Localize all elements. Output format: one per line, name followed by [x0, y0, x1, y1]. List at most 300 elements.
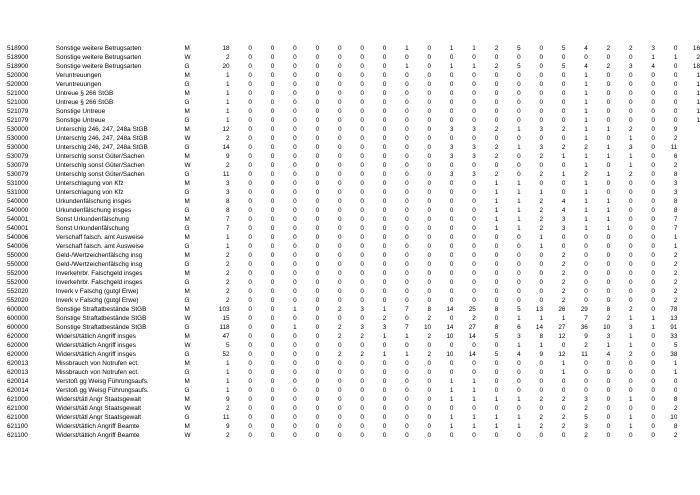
count-cell: 2 — [561, 144, 566, 151]
count-cell: 0 — [651, 432, 655, 439]
count-cell: 0 — [315, 279, 320, 286]
count-cell: 0 — [449, 81, 454, 88]
count-cell: 0 — [651, 144, 655, 151]
count-cell: 0 — [405, 216, 409, 223]
count-cell: 3 — [584, 423, 588, 430]
count-cell: 0 — [629, 198, 633, 205]
count-cell: 11 — [581, 351, 588, 358]
count-cell: 0 — [494, 315, 499, 322]
count-cell: 0 — [472, 72, 476, 79]
count-cell: 1 — [584, 126, 588, 133]
count-cell: 0 — [427, 342, 432, 349]
count-cell: 0 — [427, 387, 432, 394]
table-row — [0, 125, 700, 134]
table-row — [0, 296, 700, 305]
offence-description-cell: Widerst/tätlich Angriff Beamte — [55, 423, 140, 430]
count-cell: 2 — [561, 297, 566, 304]
count-cell: 0 — [427, 126, 432, 133]
count-cell: 0 — [629, 234, 633, 241]
count-cell: 2 — [360, 333, 364, 340]
count-cell: 2 — [472, 315, 476, 322]
count-cell: 0 — [539, 108, 544, 115]
count-cell: 0 — [293, 189, 297, 196]
count-cell: 1 — [494, 198, 499, 205]
count-cell: 0 — [315, 198, 320, 205]
table-row — [0, 89, 700, 98]
count-cell: 0 — [248, 288, 252, 295]
count-cell: 1 — [226, 72, 230, 79]
count-cell: 0 — [293, 207, 297, 214]
count-cell: 0 — [629, 261, 633, 268]
count-cell: 0 — [427, 198, 432, 205]
count-cell: 0 — [337, 414, 342, 421]
count-cell: 0 — [293, 90, 297, 97]
count-cell: 0 — [293, 243, 297, 250]
offence-description-cell: Missbrauch von Notrufen ect. — [55, 360, 139, 367]
count-cell: 0 — [405, 90, 409, 97]
count-cell: 0 — [494, 243, 499, 250]
count-cell: 0 — [606, 234, 611, 241]
count-cell: 0 — [337, 243, 342, 250]
count-cell: 0 — [270, 333, 275, 340]
count-cell: 2 — [226, 162, 230, 169]
count-cell: 0 — [270, 171, 275, 178]
count-cell: 3 — [629, 63, 633, 70]
count-cell: 0 — [517, 117, 521, 124]
count-cell: 2 — [606, 315, 611, 322]
count-cell: 3 — [449, 144, 454, 151]
sex-cell: G — [184, 189, 190, 196]
offence-code-cell: 518900 — [7, 63, 29, 70]
count-cell: 0 — [270, 45, 275, 52]
count-cell: 0 — [517, 162, 521, 169]
count-cell: 0 — [270, 63, 275, 70]
count-cell: 0 — [517, 135, 521, 142]
offence-description-cell: Widerst/tätlich Angriff insges — [55, 333, 136, 340]
count-cell: 1 — [584, 72, 588, 79]
table-row — [0, 44, 700, 53]
count-cell: 0 — [248, 63, 252, 70]
count-cell: 8 — [673, 207, 678, 214]
count-cell: 0 — [561, 99, 566, 106]
count-cell: 0 — [539, 279, 544, 286]
count-cell: 0 — [629, 54, 633, 61]
offence-code-cell: 550000 — [7, 261, 29, 268]
count-cell: 0 — [248, 369, 252, 376]
count-cell: 0 — [539, 432, 544, 439]
count-cell: 0 — [651, 225, 655, 232]
table-row — [0, 134, 700, 143]
offence-code-cell: 540001 — [7, 216, 29, 223]
count-cell: 0 — [382, 126, 387, 133]
count-cell: 0 — [248, 225, 252, 232]
count-cell: 0 — [651, 162, 655, 169]
count-cell: 3 — [472, 153, 476, 160]
count-cell: 0 — [382, 216, 387, 223]
count-cell: 0 — [293, 360, 297, 367]
count-cell: 0 — [651, 189, 655, 196]
count-cell: 0 — [606, 72, 611, 79]
count-cell: 0 — [539, 369, 544, 376]
count-cell: 0 — [405, 423, 409, 430]
count-cell: 0 — [629, 288, 633, 295]
count-cell: 0 — [248, 153, 252, 160]
sex-cell: W — [184, 405, 191, 412]
offence-code-cell: 521000 — [7, 99, 29, 106]
count-cell: 5 — [517, 306, 521, 313]
count-cell: 1 — [517, 144, 521, 151]
count-cell: 0 — [382, 153, 387, 160]
count-cell: 0 — [315, 405, 320, 412]
count-cell: 0 — [427, 405, 432, 412]
count-cell: 0 — [315, 144, 320, 151]
count-cell: 0 — [472, 405, 476, 412]
count-cell: 0 — [360, 72, 364, 79]
count-cell: 0 — [427, 99, 432, 106]
count-cell: 1 — [226, 360, 230, 367]
count-cell: 0 — [337, 45, 342, 52]
count-cell: 0 — [248, 207, 252, 214]
count-cell: 0 — [539, 297, 544, 304]
count-cell: 0 — [360, 270, 364, 277]
count-cell: 0 — [360, 234, 364, 241]
count-cell: 1 — [696, 117, 700, 124]
count-cell: 14 — [535, 324, 544, 331]
count-cell: 0 — [449, 279, 454, 286]
count-cell: 0 — [315, 45, 320, 52]
offence-code-cell: 521000 — [7, 90, 29, 97]
count-cell: 0 — [270, 90, 275, 97]
count-cell: 0 — [405, 81, 409, 88]
count-cell: 0 — [337, 162, 342, 169]
sex-cell: M — [184, 360, 190, 367]
count-cell: 0 — [673, 90, 678, 97]
count-cell: 0 — [337, 288, 342, 295]
sex-cell: M — [184, 180, 190, 187]
count-cell: 0 — [360, 54, 364, 61]
count-cell: 0 — [427, 72, 432, 79]
count-cell: 0 — [427, 432, 432, 439]
count-cell: 3 — [382, 324, 387, 331]
count-cell: 0 — [337, 432, 342, 439]
count-cell: 2 — [494, 63, 499, 70]
count-cell: 1 — [293, 324, 297, 331]
count-cell: 0 — [539, 270, 544, 277]
table-row — [0, 143, 700, 152]
count-cell: 13 — [670, 315, 678, 322]
count-cell: 0 — [561, 72, 566, 79]
sex-cell: M — [184, 306, 190, 313]
count-cell: 10 — [446, 351, 454, 358]
offence-code-cell: 620014 — [7, 378, 29, 385]
count-cell: 0 — [539, 81, 544, 88]
count-cell: 1 — [449, 45, 454, 52]
count-cell: 0 — [293, 198, 297, 205]
offence-description-cell: Geld-/Wertzeichenfälschg insg — [55, 261, 143, 268]
count-cell: 0 — [405, 297, 409, 304]
offence-code-cell: 518900 — [7, 54, 29, 61]
count-cell: 0 — [270, 279, 275, 286]
count-cell: 0 — [337, 234, 342, 241]
count-cell: 1 — [629, 396, 633, 403]
count-cell: 0 — [337, 180, 342, 187]
count-cell: 0 — [360, 153, 364, 160]
count-cell: 0 — [315, 378, 320, 385]
sex-cell: G — [184, 99, 190, 106]
offence-code-cell: 530000 — [7, 144, 29, 151]
count-cell: 0 — [337, 225, 342, 232]
count-cell: 16 — [692, 45, 700, 52]
count-cell: 0 — [606, 378, 611, 385]
count-cell: 0 — [315, 252, 320, 259]
offence-code-cell: 520000 — [7, 81, 29, 88]
count-cell: 0 — [405, 387, 409, 394]
count-cell: 2 — [561, 288, 566, 295]
count-cell: 1 — [472, 378, 476, 385]
count-cell: 0 — [337, 342, 342, 349]
offence-code-cell: 530079 — [7, 171, 29, 178]
sex-cell: M — [184, 270, 190, 277]
count-cell: 0 — [472, 180, 476, 187]
count-cell: 0 — [472, 252, 476, 259]
count-cell: 0 — [673, 45, 678, 52]
count-cell: 1 — [517, 198, 521, 205]
count-cell: 0 — [449, 180, 454, 187]
count-cell: 0 — [449, 207, 454, 214]
sex-cell: M — [184, 216, 190, 223]
count-cell: 0 — [651, 234, 655, 241]
count-cell: 0 — [629, 108, 633, 115]
count-cell: 0 — [315, 207, 320, 214]
count-cell: 1 — [584, 108, 588, 115]
count-cell: 0 — [517, 54, 521, 61]
table-row — [0, 269, 700, 278]
count-cell: 0 — [629, 405, 633, 412]
count-cell: 1 — [494, 396, 499, 403]
count-cell: 1 — [517, 414, 521, 421]
count-cell: 0 — [427, 261, 432, 268]
count-cell: 14 — [468, 333, 476, 340]
count-cell: 1 — [472, 63, 476, 70]
sex-cell: G — [184, 324, 190, 331]
offence-code-cell: 530079 — [7, 162, 29, 169]
count-cell: 0 — [606, 270, 611, 277]
offence-description-cell: Sonstige Straftatbestände StGB — [55, 324, 147, 331]
count-cell: 0 — [248, 54, 252, 61]
offence-code-cell: 621000 — [7, 414, 29, 421]
count-cell: 0 — [651, 216, 655, 223]
count-cell: 0 — [315, 414, 320, 421]
count-cell: 0 — [293, 351, 297, 358]
count-cell: 0 — [449, 225, 454, 232]
count-cell: 1 — [539, 234, 544, 241]
count-cell: 0 — [248, 333, 252, 340]
count-cell: 0 — [337, 387, 342, 394]
count-cell: 0 — [315, 369, 320, 376]
count-cell: 0 — [360, 261, 364, 268]
count-cell: 8 — [673, 198, 678, 205]
count-cell: 1 — [405, 351, 409, 358]
table-row — [0, 71, 700, 80]
count-cell: 0 — [360, 432, 364, 439]
count-cell: 0 — [248, 90, 252, 97]
count-cell: 1 — [651, 54, 655, 61]
count-cell: 0 — [337, 117, 342, 124]
count-cell: 2 — [226, 288, 230, 295]
count-cell: 0 — [382, 225, 387, 232]
count-cell: 0 — [270, 432, 275, 439]
count-cell: 0 — [449, 90, 454, 97]
count-cell: 2 — [539, 198, 544, 205]
count-cell: 0 — [584, 279, 588, 286]
count-cell: 0 — [539, 162, 544, 169]
count-cell: 2 — [561, 396, 566, 403]
count-cell: 0 — [584, 252, 588, 259]
count-cell: 1 — [517, 423, 521, 430]
count-cell: 2 — [539, 423, 544, 430]
count-cell: 0 — [293, 126, 297, 133]
count-cell: 0 — [494, 54, 499, 61]
offence-description-cell: Sonstige weitere Betrugsarten — [55, 54, 142, 61]
sex-cell: M — [184, 234, 190, 241]
count-cell: 0 — [270, 144, 275, 151]
count-cell: 0 — [427, 63, 432, 70]
count-cell: 0 — [270, 207, 275, 214]
count-cell: 0 — [629, 207, 633, 214]
count-cell: 0 — [405, 369, 409, 376]
count-cell: 1 — [226, 81, 230, 88]
count-cell: 0 — [427, 225, 432, 232]
count-cell: 0 — [539, 72, 544, 79]
count-cell: 0 — [248, 405, 252, 412]
count-cell: 0 — [651, 270, 655, 277]
count-cell: 0 — [629, 369, 633, 376]
count-cell: 0 — [293, 252, 297, 259]
count-cell: 1 — [517, 396, 521, 403]
count-cell: 0 — [561, 432, 566, 439]
count-cell: 0 — [405, 99, 409, 106]
count-cell: 2 — [584, 171, 588, 178]
count-cell: 0 — [494, 387, 499, 394]
count-cell: 0 — [315, 189, 320, 196]
count-cell: 9 — [226, 153, 230, 160]
sex-cell: M — [184, 90, 190, 97]
count-cell: 2 — [584, 342, 588, 349]
count-cell: 0 — [427, 252, 432, 259]
count-cell: 0 — [539, 135, 544, 142]
count-cell: 1 — [293, 306, 297, 313]
count-cell: 0 — [651, 135, 655, 142]
count-cell: 1 — [561, 171, 566, 178]
count-cell: 1 — [629, 153, 633, 160]
count-cell: 0 — [315, 54, 320, 61]
count-cell: 1 — [606, 144, 611, 151]
count-cell: 0 — [449, 360, 454, 367]
count-cell: 0 — [517, 243, 521, 250]
count-cell: 0 — [382, 72, 387, 79]
count-cell: 0 — [360, 360, 364, 367]
count-cell: 1 — [539, 243, 544, 250]
count-cell: 0 — [315, 234, 320, 241]
count-cell: 0 — [561, 405, 566, 412]
count-cell: 11 — [222, 414, 230, 421]
count-cell: 0 — [494, 108, 499, 115]
count-cell: 2 — [673, 279, 678, 286]
count-cell: 0 — [382, 396, 387, 403]
sex-cell: M — [184, 45, 190, 52]
table-row — [0, 53, 700, 62]
count-cell: 0 — [651, 243, 655, 250]
count-cell: 10 — [446, 333, 454, 340]
table-row — [0, 413, 700, 422]
count-cell: 0 — [337, 63, 342, 70]
count-cell: 10 — [423, 324, 432, 331]
count-cell: 0 — [427, 216, 432, 223]
count-cell: 0 — [293, 81, 297, 88]
count-cell: 0 — [539, 405, 544, 412]
count-cell: 0 — [494, 405, 499, 412]
count-cell: 0 — [382, 378, 387, 385]
count-cell: 0 — [539, 387, 544, 394]
offence-code-cell: 552020 — [7, 288, 29, 295]
count-cell: 7 — [584, 315, 588, 322]
count-cell: 0 — [382, 189, 387, 196]
count-cell: 0 — [427, 207, 432, 214]
count-cell: 0 — [293, 297, 297, 304]
count-cell: 2 — [561, 279, 566, 286]
count-cell: 0 — [270, 135, 275, 142]
count-cell: 5 — [673, 342, 678, 349]
count-cell: 0 — [561, 117, 566, 124]
count-cell: 0 — [405, 207, 409, 214]
count-cell: 1 — [517, 342, 521, 349]
count-cell: 0 — [561, 180, 566, 187]
count-cell: 1 — [405, 333, 409, 340]
count-cell: 1 — [517, 126, 521, 133]
count-cell: 0 — [360, 90, 364, 97]
count-cell: 27 — [468, 324, 476, 331]
count-cell: 27 — [558, 324, 566, 331]
table-row — [0, 350, 700, 359]
count-cell: 2 — [561, 126, 566, 133]
count-cell: 2 — [226, 432, 230, 439]
count-cell: 0 — [449, 252, 454, 259]
count-cell: 0 — [270, 117, 275, 124]
count-cell: 0 — [651, 423, 655, 430]
offence-code-cell: 540000 — [7, 207, 29, 214]
count-cell: 0 — [360, 225, 364, 232]
offence-description-cell: Veruntreuungen — [55, 72, 102, 79]
count-cell: 1 — [584, 90, 588, 97]
count-cell: 0 — [382, 297, 387, 304]
count-cell: 2 — [427, 351, 432, 358]
count-cell: 0 — [472, 90, 476, 97]
count-cell: 0 — [315, 126, 320, 133]
count-cell: 1 — [561, 360, 566, 367]
count-cell: 1 — [629, 423, 633, 430]
count-cell: 0 — [427, 270, 432, 277]
count-cell: 14 — [446, 306, 454, 313]
count-cell: 0 — [629, 279, 633, 286]
count-cell: 0 — [427, 171, 432, 178]
count-cell: 0 — [248, 306, 252, 313]
count-cell: 1 — [472, 423, 476, 430]
count-cell: 0 — [315, 387, 320, 394]
count-cell: 0 — [270, 315, 275, 322]
count-cell: 0 — [248, 324, 252, 331]
count-cell: 2 — [696, 54, 700, 61]
count-cell: 0 — [405, 162, 409, 169]
